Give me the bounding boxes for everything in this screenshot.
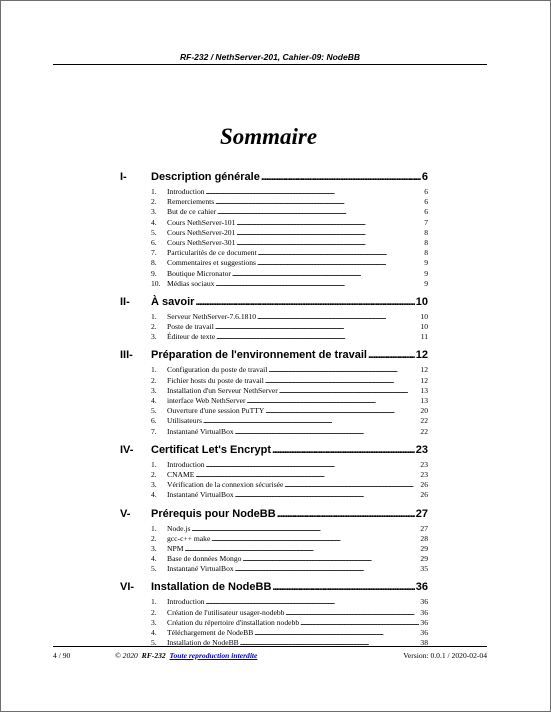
toc-item[interactable] [120, 406, 428, 416]
item-title: Installation de NodeBB [167, 638, 239, 648]
item-page: 12 [420, 375, 428, 385]
item-title: Création du répertoire d'installation nodebb [167, 617, 300, 627]
toc-item[interactable] [120, 396, 428, 406]
item-number: 2. [151, 322, 157, 332]
item-title: Téléchargement de NodeBB [167, 628, 254, 637]
item-title: Configuration du poste de travail [167, 365, 268, 375]
dot-leader [368, 349, 415, 361]
toc-section [120, 508, 428, 575]
toc-item-list [120, 365, 428, 436]
toc-item[interactable] [120, 322, 428, 332]
dot-leader [206, 460, 420, 469]
dot-leader [272, 444, 415, 456]
dot-leader [235, 427, 420, 436]
section-number: III- [120, 349, 133, 362]
item-number: 10. [151, 278, 161, 288]
toc-item[interactable] [120, 628, 428, 638]
item-title: Vérification de la connexion sécurisée [167, 480, 284, 490]
item-number: 4. [151, 554, 157, 564]
item-number: 4. [151, 490, 157, 500]
toc-item[interactable] [120, 365, 428, 375]
item-number: 2. [151, 533, 157, 543]
toc-item-list [120, 187, 428, 289]
section-title: Préparation de l'environnement de travail [151, 349, 367, 362]
item-page: 26 [420, 490, 428, 500]
dot-leader [268, 365, 419, 374]
toc-item[interactable] [120, 207, 428, 217]
item-title: Éditeur de texte [167, 332, 216, 342]
page-title: Sommaire [219, 124, 318, 149]
item-title: Cours NethServer-301 [167, 237, 236, 247]
item-number: 1. [151, 365, 157, 375]
toc-item[interactable] [120, 480, 428, 490]
item-title: gcc-c++ make [167, 533, 211, 543]
toc-item[interactable] [120, 597, 428, 607]
item-page: 36 [420, 617, 428, 627]
toc-section-heading[interactable] [120, 444, 428, 459]
item-number: 4. [151, 628, 157, 637]
toc-item[interactable] [120, 490, 428, 500]
item-number: 1. [151, 523, 157, 533]
item-number: 5. [151, 564, 157, 574]
item-number: 5. [151, 406, 157, 416]
item-title: But de ce cahier [167, 207, 217, 217]
item-number: 1. [151, 311, 157, 321]
dot-leader [195, 296, 414, 308]
section-title: Description générale [151, 171, 260, 183]
item-number: 2. [151, 375, 157, 385]
item-page: 9 [424, 278, 428, 288]
item-title: Instantané VirtualBox [167, 490, 234, 500]
section-title: Certificat Let's Encrypt [151, 443, 271, 456]
toc-section [120, 581, 428, 648]
toc-item[interactable] [120, 187, 428, 197]
item-page: 8 [424, 237, 428, 247]
item-number: 3. [151, 332, 157, 342]
item-page: 6 [424, 207, 428, 217]
item-page: 9 [424, 258, 428, 268]
dot-leader [257, 258, 423, 267]
section-title: Prérequis pour NodeBB [151, 507, 276, 520]
dot-leader [195, 470, 419, 479]
item-page: 35 [420, 564, 428, 574]
item-page: 36 [420, 597, 428, 607]
section-title: À savoir [151, 295, 195, 308]
dot-leader [257, 312, 419, 321]
item-number: 3. [151, 480, 157, 490]
dot-leader [211, 534, 419, 543]
item-page: 27 [420, 523, 428, 533]
dot-leader [184, 544, 419, 553]
item-title: Cours NethServer-101 [167, 217, 236, 227]
section-page: 27 [415, 507, 428, 520]
item-number: 6. [151, 416, 157, 426]
section-number: VI- [120, 581, 135, 594]
toc-item[interactable] [120, 312, 428, 322]
section-title: Installation de NodeBB [151, 581, 272, 594]
toc-item[interactable] [120, 524, 428, 534]
item-page: 7 [424, 217, 428, 227]
item-title: Commentaires et suggestions [167, 258, 257, 268]
section-number: II- [120, 295, 130, 308]
item-page: 23 [420, 459, 428, 469]
dot-leader [258, 248, 424, 257]
item-title: Ouverture d'une session PuTTY [167, 406, 265, 416]
toc-item[interactable] [120, 470, 428, 480]
item-title: Installation d'un Serveur NethServer [167, 385, 278, 395]
toc-item[interactable] [120, 218, 428, 228]
dot-leader [265, 376, 420, 385]
item-title: Introduction [167, 459, 205, 469]
toc-section-heading[interactable] [120, 171, 428, 186]
section-number: I- [120, 171, 127, 183]
section-spacer [120, 574, 428, 581]
footer-rf-code: RF-232 [141, 651, 166, 660]
item-number: 2. [151, 197, 157, 207]
item-title: Serveur NethServer-7.6.1810 [167, 311, 257, 321]
toc-item[interactable] [120, 279, 428, 289]
item-title: Instantané VirtualBox [167, 564, 234, 574]
item-title: Node.js [167, 523, 191, 533]
toc-item[interactable] [120, 427, 428, 437]
section-spacer [120, 437, 428, 444]
dot-leader [242, 554, 419, 563]
toc-item[interactable] [120, 269, 428, 279]
item-title: Création de l'utilisateur usager-nodebb [167, 607, 285, 617]
toc-item[interactable] [120, 534, 428, 544]
item-page: 13 [420, 385, 428, 395]
dot-leader [236, 238, 423, 247]
item-page: 9 [424, 268, 428, 278]
section-page: 10 [415, 295, 428, 308]
item-page: 36 [420, 628, 428, 637]
toc-item[interactable] [120, 238, 428, 248]
item-number: 9. [151, 268, 157, 278]
dot-leader [191, 524, 419, 533]
footer-reproduction-link[interactable]: Toute reproduction interdite [169, 651, 258, 660]
toc-item[interactable] [120, 564, 428, 574]
running-header: RF-232 / NethServer-201, Cahier-09: NodeBB [180, 52, 360, 62]
dot-leader [217, 207, 423, 216]
section-page: 12 [415, 349, 428, 362]
item-page: 20 [420, 406, 428, 416]
dot-leader [232, 269, 423, 278]
toc-section [120, 349, 428, 436]
section-number: IV- [120, 443, 134, 456]
toc-item[interactable] [120, 618, 428, 628]
toc-item-list [120, 524, 428, 575]
toc-item[interactable] [120, 460, 428, 470]
footer-copyright [115, 651, 257, 660]
item-page: 10 [420, 311, 428, 321]
item-title: Instantané VirtualBox [167, 426, 234, 436]
dot-leader [235, 564, 420, 573]
item-title: Introduction [167, 187, 205, 196]
toc-section [120, 171, 428, 289]
item-number: 4. [151, 217, 157, 227]
dot-leader [216, 332, 420, 341]
dot-leader [254, 628, 419, 637]
toc-item[interactable] [120, 386, 428, 396]
footer-page-number: 4 / 90 [53, 651, 71, 660]
item-number: 7. [151, 426, 157, 436]
item-page: 8 [424, 227, 428, 237]
item-number: 1. [151, 597, 157, 607]
item-page: 6 [424, 187, 428, 196]
item-title: Remerciements [167, 197, 215, 207]
dot-leader [236, 228, 423, 237]
item-page: 22 [420, 416, 428, 426]
dot-leader [235, 490, 420, 499]
toc-item[interactable] [120, 197, 428, 207]
toc-section-heading[interactable] [120, 508, 428, 523]
header-rule [53, 64, 487, 65]
toc-item-list [120, 460, 428, 501]
item-number: 3. [151, 385, 157, 395]
dot-leader [215, 322, 420, 331]
dot-leader [236, 218, 423, 227]
item-page: 8 [424, 248, 428, 258]
toc-item-list [120, 597, 428, 648]
item-title: interface Web NethServer [167, 396, 246, 405]
toc-item[interactable] [120, 608, 428, 618]
toc-item[interactable] [120, 332, 428, 342]
toc-item[interactable] [120, 258, 428, 268]
item-page: 13 [420, 396, 428, 405]
item-number: 8. [151, 258, 157, 268]
item-number: 2. [151, 607, 157, 617]
dot-leader [284, 480, 419, 489]
dot-leader [247, 396, 420, 405]
item-title: Particularités de ce document [167, 248, 257, 258]
item-number: 3. [151, 617, 157, 627]
item-number: 7. [151, 248, 157, 258]
dot-leader [272, 581, 414, 593]
section-page: 36 [415, 581, 428, 594]
item-page: 29 [420, 554, 428, 564]
item-title: Cours NethServer-201 [167, 227, 236, 237]
item-page: 22 [420, 426, 428, 436]
item-number: 3. [151, 543, 157, 553]
section-spacer [120, 342, 428, 349]
item-title: Base de données Mongo [167, 554, 242, 564]
dot-leader [300, 618, 419, 627]
item-number: 6. [151, 237, 157, 247]
toc-section-heading[interactable] [120, 349, 428, 364]
toc-section [120, 296, 428, 343]
item-title: Poste de travail [167, 322, 214, 332]
item-title: CNAME [167, 469, 195, 479]
footer-copyright-year: © 2020 [115, 651, 138, 660]
item-title: Médias sociaux [167, 278, 215, 288]
item-number: 1. [151, 187, 157, 196]
section-page: 23 [415, 443, 428, 456]
footer-rule [53, 646, 487, 647]
item-number: 3. [151, 207, 157, 217]
item-title: Fichier hosts du poste de travail [167, 375, 264, 385]
item-number: 1. [151, 459, 157, 469]
item-page: 10 [420, 322, 428, 332]
section-number: V- [120, 507, 131, 520]
item-page: 23 [420, 469, 428, 479]
toc-item[interactable] [120, 248, 428, 258]
item-page: 29 [420, 543, 428, 553]
item-page: 11 [420, 332, 428, 342]
toc-item[interactable] [120, 554, 428, 564]
toc-item[interactable] [120, 544, 428, 554]
dot-leader [215, 279, 423, 288]
toc-item[interactable] [120, 416, 428, 426]
dot-leader [206, 597, 420, 606]
item-number: 5. [151, 227, 157, 237]
item-title: Utilisateurs [167, 416, 203, 426]
dot-leader [279, 386, 420, 395]
toc-item-list [120, 312, 428, 343]
dot-leader [203, 416, 419, 425]
dot-leader [285, 608, 419, 617]
toc-section-heading[interactable] [120, 581, 428, 596]
toc-item[interactable] [120, 376, 428, 386]
dot-leader [206, 187, 424, 196]
item-title: NPM [167, 543, 184, 553]
footer-version: Version: 0.0.1 / 2020-02-04 [403, 651, 487, 660]
item-number: 5. [151, 638, 157, 648]
item-page: 26 [420, 480, 428, 490]
item-page: 12 [420, 365, 428, 375]
table-of-contents [120, 171, 428, 648]
item-title: Boutique Micronator [167, 268, 231, 278]
section-spacer [120, 501, 428, 508]
dot-leader [277, 508, 415, 520]
toc-section-heading[interactable] [120, 296, 428, 311]
dot-leader [261, 171, 421, 183]
item-number: 4. [151, 396, 157, 405]
section-page: 6 [421, 171, 428, 183]
item-number: 2. [151, 469, 157, 479]
item-page: 36 [420, 607, 428, 617]
toc-item[interactable] [120, 228, 428, 238]
dot-leader [265, 406, 419, 415]
section-spacer [120, 289, 428, 296]
item-page: 6 [424, 197, 428, 207]
dot-leader [215, 197, 423, 206]
item-page: 38 [420, 638, 428, 648]
item-title: Introduction [167, 597, 205, 607]
toc-section [120, 444, 428, 501]
item-page: 28 [420, 533, 428, 543]
